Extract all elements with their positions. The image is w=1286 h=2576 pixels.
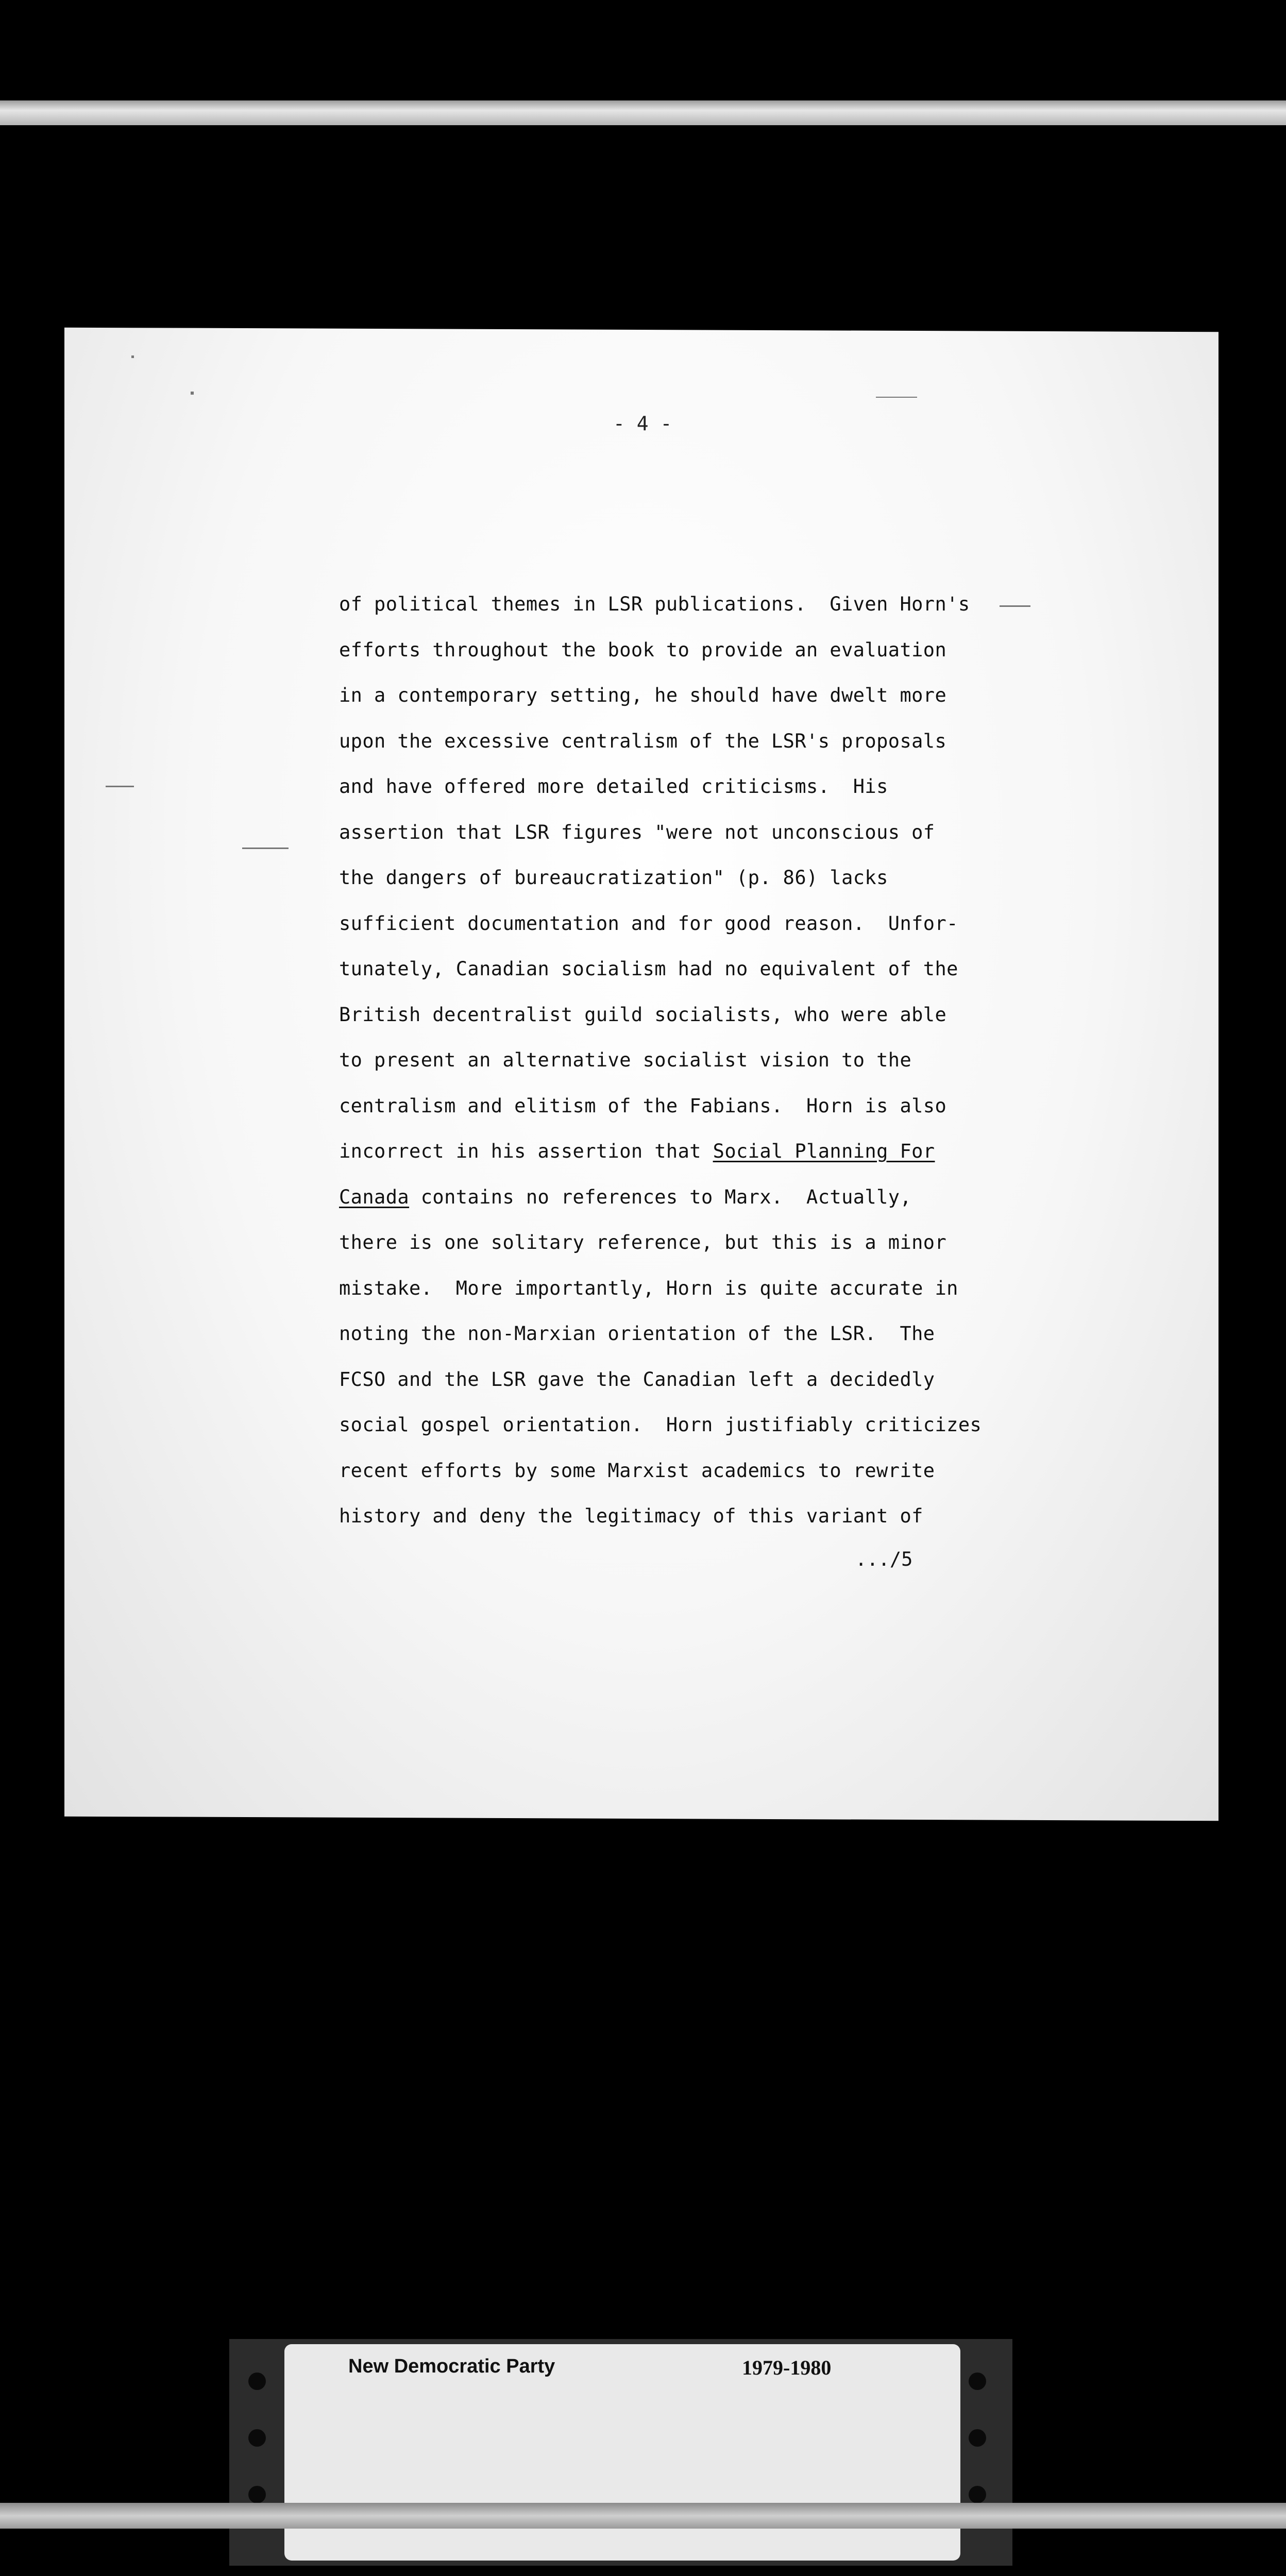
text-line: history and deny the legitimacy of this variant of xyxy=(339,1505,923,1527)
text-line xyxy=(339,1184,1009,1230)
punch-hole xyxy=(969,2429,986,2447)
text-line: centralism and elitism of the Fabians. Horn is also xyxy=(339,1094,947,1117)
text-line: social gospel orientation. Horn justifiably criticizes xyxy=(339,1414,982,1436)
continuation-marker: .../5 xyxy=(855,1548,913,1570)
punch-hole xyxy=(248,2486,266,2503)
scan-mark xyxy=(106,786,134,787)
text-line: tunately, Canadian socialism had no equivalent of the xyxy=(339,958,958,980)
book-title-underlined: Canada xyxy=(339,1185,410,1208)
text-line xyxy=(339,1139,1009,1184)
body-text xyxy=(339,591,1009,1549)
text-line: of political themes in LSR publications. Given Horn's xyxy=(339,593,970,615)
scan-mark xyxy=(242,848,289,849)
text-line: to present an alternative socialist vision to the xyxy=(339,1049,912,1071)
punch-hole xyxy=(248,2429,266,2447)
punch-hole xyxy=(969,2372,986,2390)
text-line: recent efforts by some Marxist academics to rewrite xyxy=(339,1459,935,1482)
text-line: mistake. More importantly, Horn is quite accurate in xyxy=(339,1277,958,1299)
film-strip-bottom xyxy=(0,2503,1286,2529)
text-segment: contains no references to Marx. Actually, xyxy=(409,1185,912,1208)
label-organization: New Democratic Party xyxy=(348,2355,555,2377)
film-strip-top xyxy=(0,100,1286,125)
text-line: FCSO and the LSR gave the Canadian left a decidedly xyxy=(339,1368,935,1391)
book-title-underlined: Social Planning For xyxy=(713,1140,935,1162)
text-line: sufficient documentation and for good reason. Unfor- xyxy=(339,912,958,935)
scan-speck xyxy=(131,355,134,358)
text-line: and have offered more detailed criticisms. His xyxy=(339,775,888,798)
punch-hole xyxy=(969,2486,986,2503)
text-line: in a contemporary setting, he should have dwelt more xyxy=(339,684,947,706)
text-segment: incorrect in his assertion that xyxy=(339,1140,713,1162)
text-line: efforts throughout the book to provide an evaluation xyxy=(339,638,947,661)
scan-mark xyxy=(876,397,917,398)
text-line: noting the non-Marxian orientation of the LSR. The xyxy=(339,1323,935,1345)
label-years: 1979-1980 xyxy=(742,2356,832,2379)
scan-speck xyxy=(191,392,194,395)
punch-hole xyxy=(248,2372,266,2390)
text-line: the dangers of bureaucratization" (p. 86) lacks xyxy=(339,867,888,889)
text-line: there is one solitary reference, but this is a minor xyxy=(339,1231,947,1253)
text-line: British decentralist guild socialists, who were able xyxy=(339,1003,947,1026)
text-line: assertion that LSR figures "were not unconscious of xyxy=(339,821,935,843)
page-number: - 4 - xyxy=(613,412,672,435)
text-line: upon the excessive centralism of the LSR's proposals xyxy=(339,730,947,752)
